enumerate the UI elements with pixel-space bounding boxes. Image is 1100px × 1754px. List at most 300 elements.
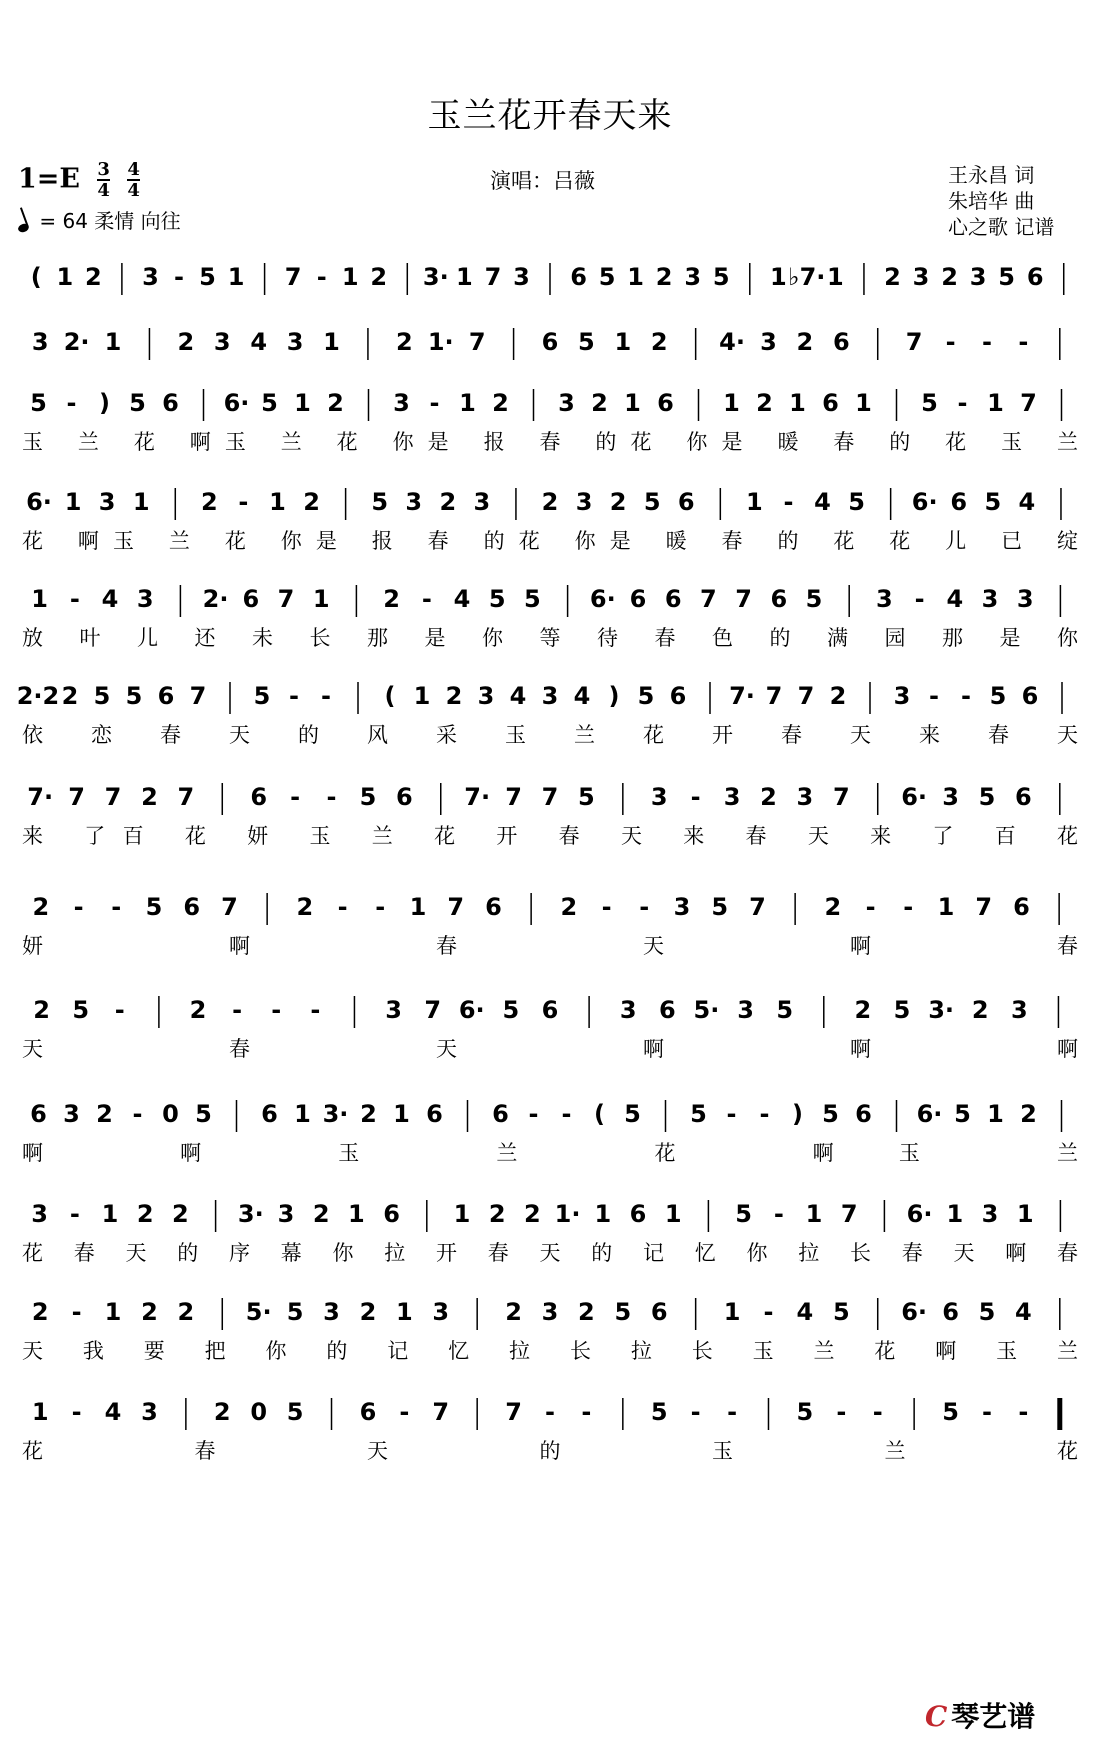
note: - bbox=[872, 1398, 883, 1426]
watermark-logo bbox=[925, 1695, 1035, 1735]
note: 1 bbox=[805, 1200, 823, 1228]
note: 5 bbox=[637, 682, 655, 710]
note: 3· bbox=[422, 263, 449, 291]
note: 1 bbox=[101, 1200, 119, 1228]
note: 2 bbox=[177, 328, 195, 356]
note: 6· bbox=[458, 996, 485, 1024]
note: 1 bbox=[104, 1298, 122, 1326]
note: 2 bbox=[1020, 1100, 1037, 1128]
note: 6 bbox=[395, 783, 413, 811]
score-row-13 bbox=[22, 1398, 1078, 1463]
note: 1 bbox=[104, 328, 122, 356]
note: 2 bbox=[395, 328, 413, 356]
note: 5 bbox=[776, 996, 794, 1024]
note: 1· bbox=[554, 1200, 581, 1228]
note: 5 bbox=[832, 1298, 850, 1326]
note: 3 bbox=[673, 893, 691, 921]
note: 3 bbox=[393, 389, 410, 417]
note: 1 bbox=[946, 1200, 964, 1228]
note: 5 bbox=[286, 1398, 304, 1426]
note: - bbox=[326, 783, 337, 811]
note: 6 bbox=[1013, 893, 1030, 921]
note: 6 bbox=[669, 682, 687, 710]
note: 2 bbox=[31, 1298, 49, 1326]
note: 5 bbox=[650, 1398, 668, 1426]
note: 1 bbox=[227, 263, 245, 291]
note: 1 bbox=[987, 389, 1004, 417]
note: 3 bbox=[136, 585, 154, 613]
note: 3 bbox=[558, 389, 575, 417]
note: 4 bbox=[1018, 488, 1036, 516]
note: - bbox=[69, 585, 80, 613]
note: 3 bbox=[473, 488, 491, 516]
lyrics-line: 花 啊玉 兰 花 你是 报 春 的花 你是 暖 春 的 花 花 儿 已 绽 bbox=[22, 529, 1079, 553]
note: 2 bbox=[359, 1298, 377, 1326]
lyrics-line: 天 我 要 把 你 的 记 忆 拉 长 拉 长 玉 兰 花 啊 玉 兰 bbox=[22, 1339, 1078, 1363]
note: 7 bbox=[68, 783, 85, 811]
note: 5· bbox=[693, 996, 720, 1024]
note: 2 bbox=[541, 488, 559, 516]
score-row-12 bbox=[22, 1298, 1078, 1363]
note: 7 bbox=[468, 328, 486, 356]
note: - bbox=[961, 682, 971, 710]
note: - bbox=[271, 996, 282, 1024]
note: 1 bbox=[723, 1298, 741, 1326]
note: - bbox=[601, 893, 612, 921]
score-row-11 bbox=[22, 1200, 1078, 1265]
note: 7 bbox=[447, 893, 465, 921]
note: 5 bbox=[954, 1100, 971, 1128]
note: 1 bbox=[269, 488, 286, 516]
note: 6 bbox=[770, 585, 788, 613]
note: 7 bbox=[432, 1398, 450, 1426]
note: 3 bbox=[893, 682, 911, 710]
note: 7 bbox=[424, 996, 442, 1024]
note: 5 bbox=[524, 585, 541, 613]
note: 5 bbox=[690, 1100, 707, 1128]
note: 5 bbox=[984, 488, 1002, 516]
note: - bbox=[73, 893, 84, 921]
note: 5 bbox=[93, 682, 111, 710]
note: 5 bbox=[848, 488, 865, 516]
note: - bbox=[71, 1298, 82, 1326]
note: 5 bbox=[199, 263, 216, 291]
note: 1 bbox=[789, 389, 806, 417]
note: 2· bbox=[63, 328, 90, 356]
note: 1 bbox=[827, 263, 844, 291]
note: 1 bbox=[31, 585, 48, 613]
note: ( bbox=[384, 682, 396, 710]
note: 6· bbox=[223, 389, 250, 417]
note: 5 bbox=[614, 1298, 632, 1326]
note: 2 bbox=[177, 1298, 195, 1326]
note: 3 bbox=[684, 263, 702, 291]
note: ( bbox=[30, 263, 42, 291]
note: 3 bbox=[477, 682, 495, 710]
note: 2 bbox=[941, 263, 958, 291]
note: - bbox=[759, 1100, 770, 1128]
note: 3 bbox=[942, 783, 959, 811]
note: 6 bbox=[162, 389, 179, 417]
note: 1· bbox=[427, 328, 454, 356]
note: - bbox=[289, 682, 299, 710]
note: 6 bbox=[242, 585, 260, 613]
note: 7 bbox=[735, 585, 752, 613]
note: 3· bbox=[237, 1200, 264, 1228]
note: - bbox=[639, 893, 650, 921]
key-label: 1=E bbox=[18, 163, 80, 195]
note: 2 bbox=[303, 488, 320, 516]
note: 2·2 bbox=[16, 682, 60, 710]
note: 2 bbox=[578, 1298, 595, 1326]
time-top-1: 3 bbox=[97, 159, 110, 180]
note: 2 bbox=[84, 263, 102, 291]
note: 3 bbox=[876, 585, 893, 613]
composer: 朱培华 曲 bbox=[948, 189, 1035, 213]
note: 6· bbox=[26, 488, 52, 516]
note: 7 bbox=[484, 263, 502, 291]
note: - bbox=[773, 1200, 784, 1228]
note: 2 bbox=[971, 996, 989, 1024]
note: 6 bbox=[942, 1298, 959, 1326]
note: 4 bbox=[101, 585, 119, 613]
note: - bbox=[929, 682, 939, 710]
note: 2 bbox=[854, 996, 872, 1024]
note: 0 bbox=[162, 1100, 179, 1128]
note: 1 bbox=[769, 263, 787, 291]
note: 6 bbox=[359, 1398, 377, 1426]
note: 5 bbox=[643, 488, 661, 516]
note: 2 bbox=[189, 996, 207, 1024]
score-row-4 bbox=[22, 488, 1078, 553]
lyrics-line: 花 春 天 的 序 幕 你 拉 开 春 天 的 记 忆 你 拉 长 春 天 啊 春 bbox=[22, 1241, 1078, 1265]
note: 5· bbox=[245, 1298, 272, 1326]
lyrics-line: 依 恋 春 天 的 风 采 玉 兰 花 开 春 天 来 春 天 bbox=[22, 723, 1078, 747]
note: - bbox=[545, 1398, 555, 1426]
note: 5 bbox=[921, 389, 938, 417]
note: 3· bbox=[928, 996, 955, 1024]
note: 6 bbox=[261, 1100, 278, 1128]
note: 1 bbox=[453, 1200, 471, 1228]
note: 5 bbox=[893, 996, 911, 1024]
note: - bbox=[957, 389, 968, 417]
note: 6 bbox=[657, 389, 674, 417]
score-row-10 bbox=[22, 1100, 1078, 1165]
transcriber: 心之歌 记谱 bbox=[948, 215, 1055, 239]
note: 7 bbox=[832, 783, 850, 811]
note: 1 bbox=[312, 585, 330, 613]
note: 6 bbox=[570, 263, 587, 291]
note: 6 bbox=[541, 996, 559, 1024]
note: 1 bbox=[624, 389, 641, 417]
note: 1 bbox=[56, 263, 74, 291]
note: 7 bbox=[277, 585, 295, 613]
note: 5 bbox=[30, 389, 47, 417]
note: 4 bbox=[573, 682, 591, 710]
note: 3 bbox=[737, 996, 754, 1024]
score-row-3 bbox=[22, 389, 1078, 454]
note: - bbox=[421, 585, 432, 613]
note: 7 bbox=[749, 893, 766, 921]
note: ( bbox=[594, 1100, 605, 1128]
note: 3· bbox=[322, 1100, 349, 1128]
note: 6 bbox=[485, 893, 502, 921]
note: 5 bbox=[253, 682, 271, 710]
note: 2 bbox=[884, 263, 901, 291]
note: 7 bbox=[189, 682, 207, 710]
note: 7 bbox=[505, 783, 522, 811]
note: 4 bbox=[453, 585, 471, 613]
score-row-8 bbox=[22, 893, 1078, 958]
note: 6 bbox=[426, 1100, 443, 1128]
note: - bbox=[66, 389, 77, 417]
note: - bbox=[1018, 1398, 1029, 1426]
note: 5 bbox=[735, 1200, 752, 1228]
note: - bbox=[690, 783, 701, 811]
note: 3 bbox=[432, 1298, 450, 1326]
note: 3 bbox=[575, 488, 593, 516]
note: 2 bbox=[488, 1200, 506, 1228]
note: 6 bbox=[822, 389, 839, 417]
note: 1 bbox=[987, 1100, 1004, 1128]
note: 3 bbox=[142, 263, 159, 291]
note: 2 bbox=[136, 1200, 154, 1228]
note: - bbox=[132, 1100, 143, 1128]
note: 6 bbox=[629, 585, 647, 613]
note: 5 bbox=[286, 1298, 304, 1326]
note: 1 bbox=[746, 488, 763, 516]
note: 1 bbox=[31, 1398, 49, 1426]
note: 6 bbox=[832, 328, 850, 356]
note: 4· bbox=[719, 328, 745, 356]
note: 5 bbox=[598, 263, 616, 291]
note: - bbox=[111, 893, 122, 921]
note: 3 bbox=[912, 263, 930, 291]
note: 6 bbox=[855, 1100, 872, 1128]
note: 3 bbox=[213, 328, 231, 356]
note: 2 bbox=[492, 389, 509, 417]
note: 7 bbox=[1020, 389, 1037, 417]
note: 2 bbox=[312, 1200, 330, 1228]
time-bottom-2: 4 bbox=[127, 180, 140, 201]
note: 1 bbox=[395, 1298, 413, 1326]
song-title: 玉兰花开春天来 bbox=[427, 96, 673, 136]
lyrics-line: 放 叶 儿 还 未 长 那 是 你 等 待 春 色 的 满 园 那 是 你 bbox=[22, 626, 1078, 650]
note: 6· bbox=[911, 488, 938, 516]
note: - bbox=[865, 893, 876, 921]
note: - bbox=[69, 1200, 80, 1228]
expression-text: 柔情 向往 bbox=[94, 209, 181, 233]
note: 1 bbox=[294, 389, 311, 417]
note: 5 bbox=[72, 996, 90, 1024]
note: 1 bbox=[1016, 1200, 1034, 1228]
note: - bbox=[981, 328, 992, 356]
note: - bbox=[561, 1100, 572, 1128]
note: 3 bbox=[981, 585, 999, 613]
note: 3 bbox=[796, 783, 814, 811]
watermark-text: 琴艺谱 bbox=[951, 1700, 1036, 1733]
note: 7 bbox=[797, 682, 815, 710]
note: 7 bbox=[905, 328, 923, 356]
lyrics-line: 妍 啊 春 天 啊 春 bbox=[22, 934, 1078, 958]
note: 2 bbox=[829, 682, 847, 710]
note: 6· bbox=[589, 585, 616, 613]
note: 5 bbox=[578, 783, 595, 811]
note: 7 bbox=[840, 1200, 858, 1228]
note: 3 bbox=[760, 328, 777, 356]
note: ♭7· bbox=[788, 263, 826, 291]
note: 5 bbox=[624, 1100, 641, 1128]
note: 2 bbox=[296, 893, 314, 921]
note: 6 bbox=[383, 1200, 400, 1228]
note: 2 bbox=[141, 1298, 158, 1326]
note: 6· bbox=[906, 1200, 933, 1228]
lyrics-line: 来 了百 花 妍 玉 兰 花 开 春 天 来 春 天 来 了 百 花 bbox=[22, 824, 1079, 848]
note: 2 bbox=[360, 1100, 377, 1128]
note: 6 bbox=[658, 996, 676, 1024]
note: 4 bbox=[946, 585, 964, 613]
tempo-value: = 64 bbox=[39, 209, 88, 233]
note: 1 bbox=[627, 263, 644, 291]
lyricist: 王永昌 词 bbox=[948, 163, 1035, 187]
note: 2 bbox=[824, 893, 842, 921]
note: 5 bbox=[129, 389, 146, 417]
note: 2 bbox=[445, 682, 463, 710]
note: - bbox=[429, 389, 440, 417]
note: 3 bbox=[619, 996, 637, 1024]
note: 6 bbox=[492, 1100, 509, 1128]
note: - bbox=[903, 893, 914, 921]
note: 2· bbox=[202, 585, 229, 613]
note: 7 bbox=[505, 1398, 522, 1426]
note: 1 bbox=[409, 893, 427, 921]
note: 5 bbox=[195, 1100, 212, 1128]
note: ) bbox=[608, 682, 620, 710]
note: ) bbox=[99, 389, 110, 417]
time-bottom-1: 4 bbox=[97, 180, 110, 201]
note: 3 bbox=[1016, 585, 1034, 613]
note: 5 bbox=[488, 585, 506, 613]
note: 5 bbox=[822, 1100, 839, 1128]
note: 7 bbox=[104, 783, 122, 811]
note: 6· bbox=[901, 783, 928, 811]
score-row-6 bbox=[17, 682, 1078, 747]
note: - bbox=[783, 488, 794, 516]
note: 2 bbox=[213, 1398, 231, 1426]
note: 2 bbox=[796, 328, 814, 356]
lyrics-line: 啊 啊 玉 兰 花 啊玉 兰 bbox=[22, 1141, 1078, 1165]
note: 6 bbox=[541, 328, 559, 356]
note: 6 bbox=[650, 1298, 668, 1326]
note: 7 bbox=[975, 893, 993, 921]
note: 3 bbox=[141, 1398, 158, 1426]
note: - bbox=[71, 1398, 82, 1426]
note: 2 bbox=[141, 783, 158, 811]
note: 1 bbox=[614, 328, 632, 356]
note: 2 bbox=[383, 585, 400, 613]
note: 5 bbox=[712, 263, 730, 291]
note: - bbox=[528, 1100, 539, 1128]
note: 7· bbox=[464, 783, 491, 811]
note: 1 bbox=[459, 389, 476, 417]
note: 3 bbox=[277, 1200, 295, 1228]
note: 2 bbox=[756, 389, 773, 417]
note: 6 bbox=[183, 893, 201, 921]
note: - bbox=[232, 996, 243, 1024]
note: 4 bbox=[250, 328, 268, 356]
note: 4 bbox=[1015, 1298, 1032, 1326]
note: 5 bbox=[145, 893, 163, 921]
note: - bbox=[337, 893, 348, 921]
note: 6· bbox=[916, 1100, 943, 1128]
note: 7 bbox=[284, 263, 302, 291]
note: 5 bbox=[125, 682, 143, 710]
note: 2 bbox=[650, 328, 668, 356]
note: 6 bbox=[629, 1200, 647, 1228]
note: 3 bbox=[405, 488, 423, 516]
note: - bbox=[581, 1398, 592, 1426]
note: - bbox=[310, 996, 321, 1024]
note: - bbox=[981, 1398, 992, 1426]
note: - bbox=[114, 996, 125, 1024]
note: 3 bbox=[63, 1100, 80, 1128]
note: 2 bbox=[505, 1298, 522, 1326]
note: 7 bbox=[221, 893, 238, 921]
note: - bbox=[690, 1398, 701, 1426]
note: 2 bbox=[524, 1200, 541, 1228]
note: 3 bbox=[286, 328, 304, 356]
note: 1 bbox=[456, 263, 473, 291]
note: 4 bbox=[796, 1298, 814, 1326]
note: - bbox=[321, 682, 331, 710]
note: 2 bbox=[560, 893, 578, 921]
note: 5 bbox=[796, 1398, 814, 1426]
note: 7 bbox=[765, 682, 783, 710]
note: 1 bbox=[323, 328, 340, 356]
note: 6 bbox=[1026, 263, 1044, 291]
note: 2 bbox=[439, 488, 457, 516]
note: 3 bbox=[981, 1200, 999, 1228]
note: 6 bbox=[1021, 682, 1039, 710]
note: - bbox=[726, 1100, 737, 1128]
note: 0 bbox=[250, 1398, 268, 1426]
note: 1 bbox=[855, 389, 872, 417]
note: 5 bbox=[989, 682, 1007, 710]
time-top-2: 4 bbox=[127, 159, 140, 180]
note: - bbox=[173, 263, 184, 291]
note: 3 bbox=[650, 783, 668, 811]
note: 5 bbox=[502, 996, 520, 1024]
score-row-1 bbox=[31, 263, 1064, 295]
note: - bbox=[316, 263, 327, 291]
score-row-5 bbox=[22, 585, 1079, 650]
note: - bbox=[914, 585, 925, 613]
note: 3 bbox=[969, 263, 987, 291]
note: 5 bbox=[578, 328, 595, 356]
lyrics-line: 天 春 天 啊 啊 啊 bbox=[22, 1037, 1078, 1061]
logo-icon: C bbox=[925, 1700, 948, 1733]
note: 1 bbox=[341, 263, 359, 291]
note: 3 bbox=[723, 783, 741, 811]
note: 1 bbox=[937, 893, 955, 921]
score-row-9 bbox=[22, 996, 1078, 1061]
singer: 演唱：吕薇 bbox=[490, 169, 595, 193]
note: 2 bbox=[33, 996, 50, 1024]
note: - bbox=[763, 1298, 774, 1326]
note: 3 bbox=[323, 1298, 340, 1326]
note: 7· bbox=[27, 783, 54, 811]
note: - bbox=[375, 893, 386, 921]
